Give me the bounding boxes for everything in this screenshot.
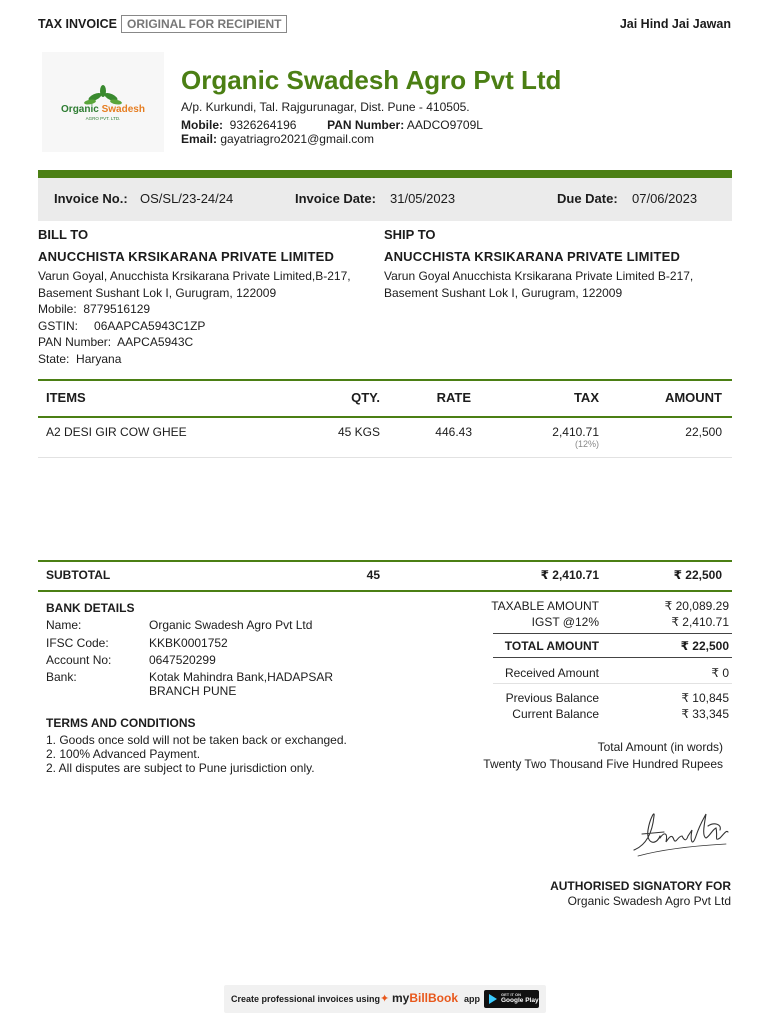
promo-text: Create professional invoices using bbox=[231, 994, 381, 1004]
logo-subtitle: AGRO PVT. LTD. bbox=[85, 116, 121, 121]
company-email: gayatriagro2021@gmail.com bbox=[220, 132, 374, 146]
subtotal-label: SUBTOTAL bbox=[46, 568, 111, 582]
account-no: 0647520299 bbox=[149, 653, 216, 667]
subtotal-bottom-rule bbox=[38, 590, 732, 592]
subtotal-qty: 45 bbox=[366, 568, 380, 582]
authorised-signatory-label: AUTHORISED SIGNATORY FOR bbox=[550, 879, 731, 893]
item-rate: 446.43 bbox=[435, 425, 472, 439]
bank-label: Bank: bbox=[46, 670, 77, 684]
invoice-date-label: Invoice Date: bbox=[295, 191, 376, 206]
total-top-rule bbox=[493, 633, 732, 634]
subtotal-tax: ₹ 2,410.71 bbox=[540, 568, 599, 582]
due-date: 07/06/2023 bbox=[632, 191, 698, 206]
amount-in-words-label: Total Amount (in words) bbox=[597, 740, 723, 754]
mybillbook-brand: myBillBook bbox=[392, 991, 459, 1005]
terms-item: 2. 100% Advanced Payment. bbox=[46, 747, 201, 761]
bank-name-label: Name: bbox=[46, 618, 82, 632]
email-label: Email: bbox=[181, 132, 218, 146]
due-date-label: Due Date: bbox=[557, 191, 618, 206]
bill-to-gstin-line: GSTIN: 06AAPCA5943C1ZP bbox=[38, 318, 206, 333]
bill-to-heading: BILL TO bbox=[38, 227, 89, 242]
header-divider bbox=[38, 170, 732, 178]
badge-store-name: Google Play bbox=[501, 997, 539, 1004]
logo-wordmark: Organic Swadesh bbox=[61, 104, 145, 115]
terms-heading: TERMS AND CONDITIONS bbox=[46, 716, 196, 730]
mybillbook-logo-icon: ✦ bbox=[380, 993, 390, 1005]
previous-balance-label: Previous Balance bbox=[505, 691, 599, 705]
bill-to-address-line2: Basement Sushant Lok I, Gurugram, 122009 bbox=[38, 285, 277, 300]
promo-app-text: app bbox=[464, 994, 481, 1004]
table-top-rule bbox=[38, 379, 732, 381]
company-address: A/p. Kurkundi, Tal. Rajgurunagar, Dist. Pune - 410505. bbox=[181, 100, 470, 114]
badge-small-text: GET IT ON bbox=[501, 992, 521, 997]
taxable-amount-label: TAXABLE AMOUNT bbox=[491, 599, 599, 613]
ship-to-address-line2: Basement Sushant Lok I, Gurugram, 122009 bbox=[384, 285, 623, 300]
amount-in-words: Twenty Two Thousand Five Hundred Rupees bbox=[483, 757, 723, 771]
item-amount: 22,500 bbox=[685, 425, 722, 439]
col-header-rate: RATE bbox=[436, 390, 471, 405]
received-divider bbox=[493, 683, 732, 684]
terms-item: 2. All disputes are subject to Pune jurisdiction only. bbox=[46, 761, 315, 775]
bill-to-details bbox=[38, 268, 378, 367]
col-header-qty: QTY. bbox=[351, 390, 380, 405]
item-tax: 2,410.71 bbox=[552, 425, 599, 439]
subtotal-top-rule bbox=[38, 560, 732, 562]
item-name: A2 DESI GIR COW GHEE bbox=[46, 425, 187, 439]
igst-label: IGST @12% bbox=[531, 615, 599, 629]
bank-details-heading: BANK DETAILS bbox=[46, 601, 135, 615]
total-amount: ₹ 22,500 bbox=[680, 639, 729, 653]
bill-to-pan: AAPCA5943C bbox=[117, 335, 194, 349]
bank-branch-line1: Kotak Mahindra Bank,HADAPSAR bbox=[149, 670, 334, 684]
table-header-rule bbox=[38, 416, 732, 418]
item-tax-rate: (12%) bbox=[574, 439, 599, 449]
bill-to-state: Haryana bbox=[76, 351, 122, 366]
bill-to-name: ANUCCHISTA KRSIKARANA PRIVATE LIMITED bbox=[38, 249, 335, 264]
ifsc-code: KKBK0001752 bbox=[149, 636, 228, 650]
received-amount: ₹ 0 bbox=[711, 666, 729, 680]
ship-to-details bbox=[384, 268, 732, 301]
account-no-label: Account No: bbox=[46, 653, 112, 667]
received-amount-label: Received Amount bbox=[504, 666, 599, 680]
invoice-date: 31/05/2023 bbox=[390, 191, 456, 206]
company-mobile: 9326264196 bbox=[229, 118, 297, 132]
item-qty: 45 KGS bbox=[337, 425, 380, 439]
total-amount-label: TOTAL AMOUNT bbox=[504, 639, 599, 653]
igst-amount: ₹ 2,410.71 bbox=[671, 615, 729, 629]
pan-label: PAN Number: bbox=[327, 118, 405, 132]
taxable-amount: ₹ 20,089.29 bbox=[664, 599, 729, 613]
document-type-label: TAX INVOICE bbox=[38, 17, 117, 31]
signature-image bbox=[630, 806, 734, 862]
ship-to-heading: SHIP TO bbox=[384, 227, 436, 242]
total-bottom-rule bbox=[493, 657, 732, 658]
col-header-tax: TAX bbox=[573, 390, 599, 405]
row-divider bbox=[38, 457, 732, 458]
bill-to-mobile-line: Mobile: 8779516129 bbox=[38, 302, 151, 316]
subtotal-amount: ₹ 22,500 bbox=[673, 568, 722, 582]
invoice-no: OS/SL/23-24/24 bbox=[140, 191, 234, 206]
original-recipient-badge: ORIGINAL FOR RECIPIENT bbox=[121, 15, 287, 33]
mobile-label: Mobile: bbox=[181, 118, 223, 132]
company-logo bbox=[42, 52, 164, 152]
bill-to-address-line1: Varun Goyal, Anucchista Krsikarana Private Limited,B-217, bbox=[38, 269, 351, 283]
ifsc-label: IFSC Code: bbox=[46, 636, 109, 650]
company-pan: AADCO9709L bbox=[406, 118, 483, 132]
bill-to-pan-line: PAN Number: AAPCA5943C bbox=[38, 335, 194, 349]
bank-branch-line2: BRANCH PUNE bbox=[149, 684, 237, 698]
invoice-meta-bar bbox=[38, 178, 732, 221]
terms-list bbox=[46, 733, 347, 775]
ship-to-address-line1: Varun Goyal Anucchista Krsikarana Private Limited B-217, bbox=[384, 269, 694, 283]
invoice-no-label: Invoice No.: bbox=[54, 191, 128, 206]
company-contact-line bbox=[181, 118, 483, 132]
google-play-badge[interactable] bbox=[484, 990, 539, 1008]
slogan-text: Jai Hind Jai Jawan bbox=[619, 17, 731, 31]
mybillbook-promo-banner[interactable] bbox=[224, 985, 546, 1013]
previous-balance: ₹ 10,845 bbox=[681, 691, 729, 705]
terms-item: 1. Goods once sold will not be taken back or exchanged. bbox=[46, 733, 347, 747]
company-email-line bbox=[181, 132, 374, 146]
bill-to-mobile: 8779516129 bbox=[83, 302, 151, 316]
col-header-amount: AMOUNT bbox=[664, 390, 722, 405]
google-play-icon bbox=[489, 994, 497, 1004]
ship-to-name: ANUCCHISTA KRSIKARANA PRIVATE LIMITED bbox=[384, 249, 681, 264]
current-balance-label: Current Balance bbox=[512, 707, 599, 721]
col-header-items: ITEMS bbox=[46, 390, 86, 405]
current-balance: ₹ 33,345 bbox=[681, 707, 729, 721]
bill-to-gstin: 06AAPCA5943C1ZP bbox=[94, 318, 206, 333]
bank-account-name: Organic Swadesh Agro Pvt Ltd bbox=[149, 618, 313, 632]
company-name: Organic Swadesh Agro Pvt Ltd bbox=[181, 65, 562, 95]
bill-to-state-line: State: Haryana bbox=[38, 351, 122, 366]
signatory-company: Organic Swadesh Agro Pvt Ltd bbox=[567, 894, 731, 908]
bank-branch bbox=[149, 670, 333, 698]
